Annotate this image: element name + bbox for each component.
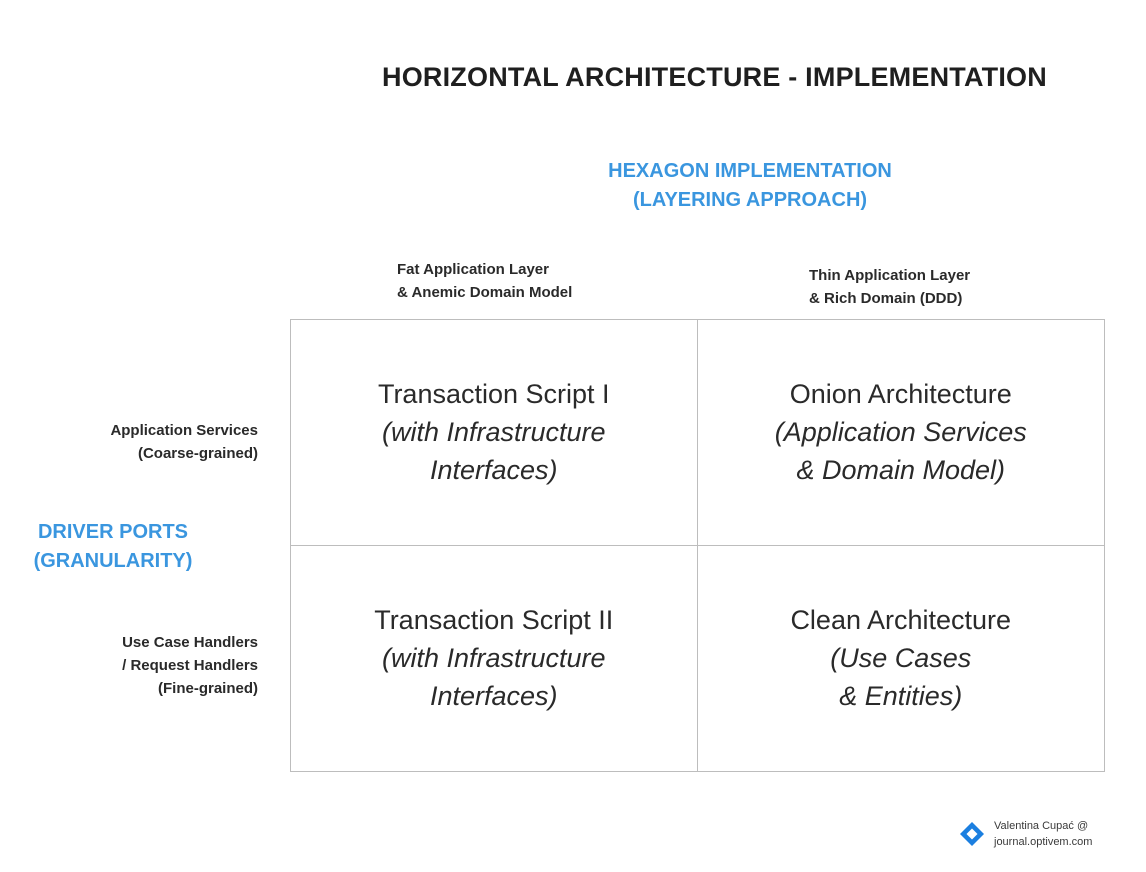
cell-subtitle-line2: & Domain Model) [796,455,1006,486]
row-axis-label [20,518,206,576]
cell-onion-architecture [698,320,1105,546]
author-credit [958,818,1092,850]
credit-site: journal.optivem.com [994,836,1093,848]
column-header-line2: & Rich Domain (DDD) [809,290,963,307]
cell-title: Transaction Script II [374,605,614,636]
cell-subtitle-line1: (Use Cases [830,643,972,674]
column-header-fat-application [397,258,572,304]
cell-subtitle-line1: (with Infrastructure [381,417,606,448]
cell-subtitle-line2: & Entities) [839,681,963,712]
row-header-line2: (Coarse-grained) [137,445,258,462]
column-axis-label [560,157,940,215]
cell-title: Transaction Script I [377,379,610,410]
column-header-line2: & Anemic Domain Model [397,284,573,301]
cell-title: Onion Architecture [789,379,1012,410]
row-axis-line1: DRIVER PORTS [37,521,189,543]
column-header-line1: Thin Application Layer [809,267,971,284]
cell-transaction-script-1 [291,320,698,546]
cell-title: Clean Architecture [790,605,1012,636]
architecture-matrix [290,319,1105,772]
column-axis-line2: (LAYERING APPROACH) [632,189,868,211]
row-header-line3: (Fine-grained) [158,680,258,697]
row-header-line2: / Request Handlers [122,657,258,674]
cell-subtitle-line1: (with Infrastructure [381,643,606,674]
credit-text [994,818,1092,850]
row-header-use-case-handlers [122,631,258,700]
cell-subtitle-line2: Interfaces) [429,455,558,486]
column-header-thin-application [809,264,970,310]
cell-transaction-script-2 [291,546,698,772]
row-header-line1: Use Case Handlers [122,634,258,651]
cell-subtitle-line1: (Application Services [774,417,1027,448]
column-header-line1: Fat Application Layer [397,261,549,278]
column-axis-line1: HEXAGON IMPLEMENTATION [608,160,892,182]
cell-subtitle-line2: Interfaces) [429,681,558,712]
cell-clean-architecture [698,546,1105,772]
diamond-logo-icon [958,820,986,848]
diagram-title: HORIZONTAL ARCHITECTURE - IMPLEMENTATION [382,62,1047,92]
credit-author: Valentina Cupać @ [994,820,1089,832]
row-header-line1: Application Services [110,422,258,439]
row-axis-line2: (GRANULARITY) [33,550,193,572]
row-header-application-services [110,419,258,465]
